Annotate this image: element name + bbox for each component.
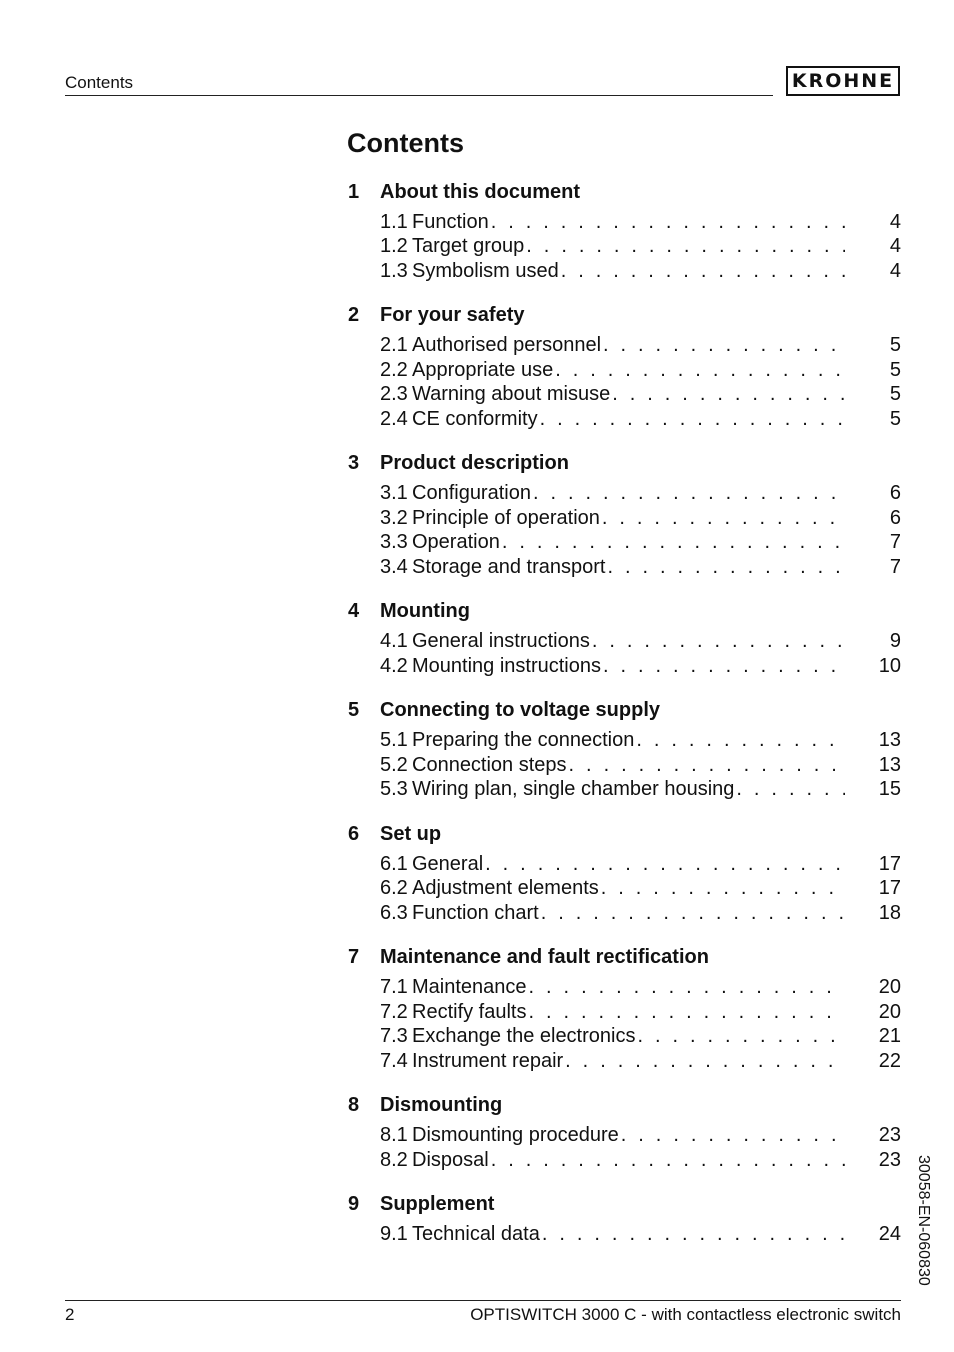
entry-page-number: 5 (889, 358, 901, 381)
section-number: 9 (348, 1193, 360, 1215)
toc-entry[interactable] (348, 901, 901, 926)
dot-leader (485, 853, 845, 876)
dot-leader (541, 902, 845, 925)
entry-number: 6.3 (380, 901, 408, 924)
entry-title-wrap (412, 729, 845, 752)
toc-section (348, 697, 901, 803)
toc-entry[interactable] (348, 877, 901, 902)
section-number: 6 (348, 822, 360, 845)
toc-entry[interactable] (348, 778, 901, 803)
entry-title: Maintenance (412, 976, 527, 999)
toc-section (348, 450, 901, 580)
entry-number: 3.4 (380, 555, 408, 578)
toc-entry[interactable] (348, 729, 901, 754)
dot-leader (637, 1025, 845, 1048)
toc-entry[interactable] (348, 630, 901, 655)
entry-title-wrap (412, 902, 845, 925)
entry-page-number: 21 (878, 1025, 901, 1048)
toc-entry[interactable] (348, 506, 901, 531)
product-name: OPTISWITCH 3000 C - with contactless electronic switch (470, 1305, 901, 1324)
entry-number: 3.2 (380, 506, 408, 529)
dot-leader (621, 1124, 845, 1147)
entry-title-wrap (412, 1050, 845, 1073)
toc-entry[interactable] (348, 1000, 901, 1025)
entry-title-wrap (412, 655, 845, 678)
entry-title: Rectify faults (412, 1000, 527, 1023)
toc-entry[interactable] (348, 976, 901, 1001)
toc-section (348, 1191, 901, 1248)
entry-title: Mounting instructions (412, 654, 601, 677)
dot-leader (542, 1223, 845, 1246)
toc-entry[interactable] (348, 753, 901, 778)
entry-title-wrap (412, 383, 845, 406)
entry-title: Dismounting procedure (412, 1124, 619, 1147)
dot-leader (561, 260, 845, 283)
toc-section (348, 820, 901, 926)
section-heading[interactable] (348, 944, 901, 972)
dot-leader (491, 1149, 845, 1172)
toc-entry[interactable] (348, 1124, 901, 1149)
dot-leader (603, 655, 845, 678)
entry-title-wrap (412, 1124, 845, 1147)
page-number: 2 (65, 1305, 75, 1324)
entry-title-wrap (412, 556, 845, 579)
dot-leader (602, 507, 845, 530)
entry-page-number: 7 (889, 531, 901, 554)
toc-entry[interactable] (348, 654, 901, 679)
section-title: Mounting (380, 600, 470, 622)
toc-entry[interactable] (348, 1223, 901, 1248)
entry-page-number: 9 (889, 630, 901, 653)
footer-rule (65, 1300, 901, 1301)
toc-entry[interactable] (348, 852, 901, 877)
entry-page-number: 4 (889, 210, 901, 233)
toc-entry[interactable] (348, 358, 901, 383)
entry-title-wrap (412, 1025, 845, 1048)
entry-number: 2.3 (380, 383, 408, 406)
entry-number: 5.2 (380, 753, 408, 776)
entry-number: 7.1 (380, 976, 408, 999)
toc-entry[interactable] (348, 531, 901, 556)
section-title: For your safety (380, 304, 525, 326)
entry-number: 2.1 (380, 334, 408, 357)
entry-number: 4.1 (380, 630, 408, 653)
entry-title: Technical data (412, 1223, 540, 1246)
section-title: Product description (380, 452, 569, 474)
entry-number: 3.1 (380, 482, 408, 505)
entry-title-wrap (412, 1149, 845, 1172)
toc-entry[interactable] (348, 1148, 901, 1173)
entry-page-number: 10 (878, 654, 901, 677)
section-heading[interactable] (348, 598, 901, 626)
entry-page-number: 15 (878, 778, 901, 801)
entry-number: 1.2 (380, 235, 408, 258)
entry-page-number: 7 (889, 555, 901, 578)
entry-page-number: 4 (889, 259, 901, 282)
section-title: Supplement (380, 1193, 495, 1215)
dot-leader (569, 754, 845, 777)
entry-page-number: 24 (878, 1223, 901, 1246)
entry-number: 2.2 (380, 358, 408, 381)
dot-leader (533, 482, 845, 505)
entry-title: Configuration (412, 482, 531, 505)
entry-page-number: 13 (878, 729, 901, 752)
entry-number: 8.1 (380, 1124, 408, 1147)
section-number: 7 (348, 946, 360, 968)
page-title: Contents (347, 128, 464, 158)
entry-title-wrap (412, 359, 845, 382)
toc-entry[interactable] (348, 235, 901, 260)
entry-title: Preparing the connection (412, 729, 635, 752)
entry-title: Disposal (412, 1148, 489, 1171)
entry-title-wrap (412, 630, 845, 653)
entry-number: 7.3 (380, 1025, 408, 1048)
section-title: Connecting to voltage supply (380, 699, 661, 721)
toc-entry[interactable] (348, 555, 901, 580)
entry-number: 1.3 (380, 259, 408, 282)
toc-entry[interactable] (348, 383, 901, 408)
entry-title: Connection steps (412, 753, 567, 776)
toc-entry[interactable] (348, 259, 901, 284)
toc-section (348, 944, 901, 1074)
entry-number: 3.3 (380, 531, 408, 554)
section-title: Maintenance and fault rectification (380, 946, 709, 968)
dot-leader (636, 729, 845, 752)
section-heading[interactable] (348, 302, 901, 330)
entry-number: 5.1 (380, 729, 408, 752)
entry-number: 4.2 (380, 654, 408, 677)
toc-section (348, 302, 901, 432)
entry-title: Appropriate use (412, 358, 554, 381)
entry-number: 6.2 (380, 877, 408, 900)
entry-page-number: 6 (889, 506, 901, 529)
entry-title: Instrument repair (412, 1049, 564, 1072)
section-heading[interactable] (348, 820, 901, 848)
entry-title-wrap (412, 507, 845, 530)
entry-title: Operation (412, 531, 500, 554)
entry-title-wrap (412, 976, 845, 999)
entry-title-wrap (412, 778, 845, 801)
entry-number: 1.1 (380, 210, 408, 233)
entry-title-wrap (412, 482, 845, 505)
section-number: 1 (348, 180, 360, 203)
table-of-contents (348, 178, 901, 1265)
entry-number: 5.3 (380, 778, 408, 801)
section-number: 5 (348, 699, 360, 721)
entry-title-wrap (412, 1001, 845, 1024)
krohne-logo: KROHNE (786, 66, 900, 96)
entry-page-number: 5 (889, 334, 901, 357)
dot-leader (736, 778, 845, 801)
entry-title: Principle of operation (412, 506, 600, 529)
dot-leader (528, 1001, 845, 1024)
entry-title-wrap (412, 877, 845, 900)
section-title: About this document (380, 180, 580, 203)
dot-leader (607, 556, 845, 579)
section-number: 2 (348, 304, 360, 326)
entry-title-wrap (412, 754, 845, 777)
entry-page-number: 13 (878, 753, 901, 776)
toc-entry[interactable] (348, 1049, 901, 1074)
entry-title-wrap (412, 260, 845, 283)
toc-section (348, 598, 901, 679)
entry-number: 2.4 (380, 407, 408, 430)
entry-title-wrap (412, 1223, 845, 1246)
entry-title: Symbolism used (412, 259, 559, 282)
dot-leader (603, 334, 845, 357)
entry-title: Function (412, 210, 489, 233)
dot-leader (612, 383, 845, 406)
entry-page-number: 20 (878, 1000, 901, 1023)
header-rule (65, 95, 773, 96)
section-heading[interactable] (348, 450, 901, 478)
entry-title-wrap (412, 853, 845, 876)
entry-title: Exchange the electronics (412, 1025, 636, 1048)
entry-title: Warning about misuse (412, 383, 611, 406)
entry-title-wrap (412, 334, 845, 357)
entry-page-number: 22 (878, 1049, 901, 1072)
section-heading[interactable] (348, 1092, 901, 1120)
running-header: Contents (65, 73, 134, 92)
entry-page-number: 17 (878, 852, 901, 875)
entry-number: 8.2 (380, 1148, 408, 1171)
entry-title: Wiring plan, single chamber housing (412, 778, 735, 801)
entry-title: General (412, 852, 484, 875)
entry-page-number: 5 (889, 407, 901, 430)
toc-section (348, 178, 901, 284)
dot-leader (555, 359, 845, 382)
dot-leader (529, 976, 845, 999)
section-heading[interactable] (348, 697, 901, 725)
section-heading[interactable] (348, 1191, 901, 1219)
toc-entry[interactable] (348, 407, 901, 432)
section-heading[interactable] (348, 178, 901, 206)
entry-title-wrap (412, 531, 845, 554)
entry-number: 6.1 (380, 852, 408, 875)
section-number: 4 (348, 600, 360, 622)
section-title: Set up (380, 822, 442, 845)
entry-page-number: 5 (889, 383, 901, 406)
entry-title: CE conformity (412, 407, 538, 430)
dot-leader (540, 408, 845, 431)
entry-title-wrap (412, 211, 845, 234)
entry-title: Storage and transport (412, 555, 606, 578)
entry-page-number: 17 (878, 877, 901, 900)
entry-number: 9.1 (380, 1223, 408, 1246)
entry-page-number: 20 (878, 976, 901, 999)
toc-entry[interactable] (348, 1025, 901, 1050)
section-number: 8 (348, 1094, 360, 1116)
dot-leader (491, 211, 845, 234)
toc-section (348, 1092, 901, 1173)
entry-title: Function chart (412, 901, 539, 924)
dot-leader (601, 877, 845, 900)
entry-page-number: 23 (878, 1124, 901, 1147)
toc-entry[interactable] (348, 210, 901, 235)
entry-title: Adjustment elements (412, 877, 599, 900)
entry-page-number: 4 (889, 235, 901, 258)
entry-title-wrap (412, 408, 845, 431)
toc-entry[interactable] (348, 334, 901, 359)
toc-entry[interactable] (348, 482, 901, 507)
entry-number: 7.4 (380, 1049, 408, 1072)
dot-leader (592, 630, 845, 653)
entry-title-wrap (412, 235, 845, 258)
entry-title: General instructions (412, 630, 590, 653)
entry-page-number: 6 (889, 482, 901, 505)
dot-leader (502, 531, 845, 554)
dot-leader (565, 1050, 845, 1073)
entry-title: Authorised personnel (412, 334, 602, 357)
document-code: 30058-EN-060830 (915, 1155, 932, 1286)
entry-page-number: 18 (878, 901, 901, 924)
entry-title: Target group (412, 235, 525, 258)
entry-page-number: 23 (878, 1148, 901, 1171)
section-title: Dismounting (380, 1094, 503, 1116)
entry-number: 7.2 (380, 1000, 408, 1023)
section-number: 3 (348, 452, 360, 474)
dot-leader (526, 235, 845, 258)
